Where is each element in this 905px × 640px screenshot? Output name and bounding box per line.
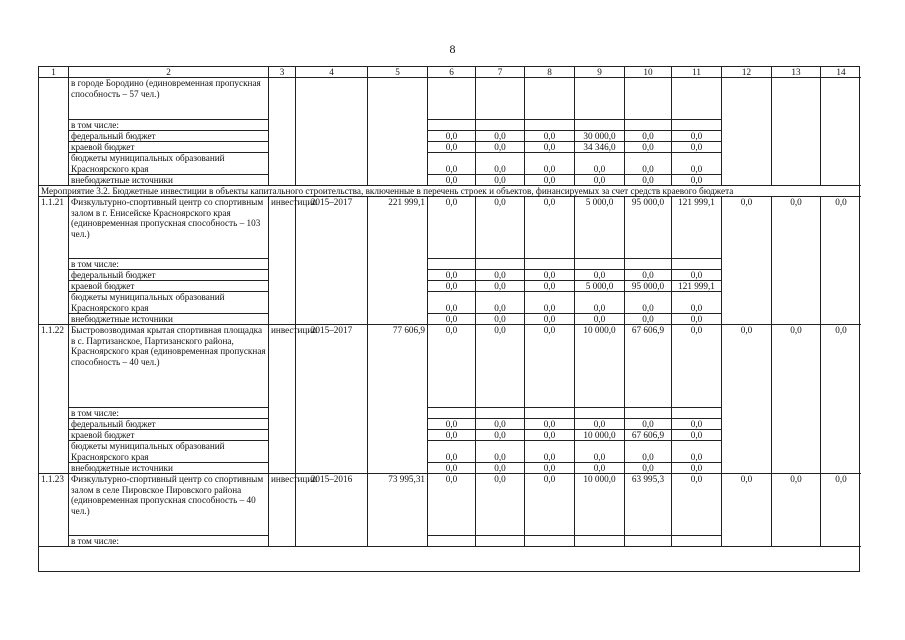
cont-municipal-value: 0,0 bbox=[625, 153, 672, 175]
cont-blank bbox=[428, 78, 476, 120]
cont-federal-value: 0,0 bbox=[672, 131, 722, 142]
item-value: 63 995,3 bbox=[625, 474, 672, 536]
cont-federal-value: 0,0 bbox=[476, 131, 525, 142]
item-extra-label: внебюджетные источники bbox=[69, 314, 269, 325]
item-blank bbox=[672, 408, 722, 419]
item-value: 0,0 bbox=[672, 325, 722, 408]
cont-in-total-label: в том числе: bbox=[69, 120, 269, 131]
item-municipal-value: 0,0 bbox=[672, 292, 722, 314]
cont-municipal-value: 0,0 bbox=[672, 153, 722, 175]
item-extra-value: 0,0 bbox=[575, 314, 625, 325]
cont-regional-value: 34 346,0 bbox=[575, 142, 625, 153]
item-regional-value: 0,0 bbox=[476, 430, 525, 441]
item-extra-value: 0,0 bbox=[525, 314, 575, 325]
item-blank bbox=[525, 536, 575, 547]
header-cell: 14 bbox=[821, 67, 861, 78]
header-cell: 2 bbox=[69, 67, 269, 78]
item-value: 0,0 bbox=[428, 474, 476, 536]
item-blank bbox=[575, 259, 625, 270]
item-blank bbox=[672, 259, 722, 270]
item-blank bbox=[476, 536, 525, 547]
item-in-total-label: в том числе: bbox=[69, 408, 269, 419]
cont-municipal-value: 0,0 bbox=[476, 153, 525, 175]
item-blank bbox=[525, 408, 575, 419]
item-period: 2015–2016 bbox=[296, 474, 368, 547]
item-blank bbox=[428, 408, 476, 419]
header-cell: 1 bbox=[39, 67, 69, 78]
item-federal-value: 0,0 bbox=[672, 419, 722, 430]
item-regional-value: 95 000,0 bbox=[625, 281, 672, 292]
item-value: 0,0 bbox=[821, 325, 861, 474]
item-regional-value: 0,0 bbox=[525, 281, 575, 292]
item-blank bbox=[428, 259, 476, 270]
cont-empty-col bbox=[821, 78, 861, 186]
item-federal-value: 0,0 bbox=[428, 270, 476, 281]
cont-extra-value: 0,0 bbox=[428, 175, 476, 186]
cont-regional-value: 0,0 bbox=[525, 142, 575, 153]
item-extra-value: 0,0 bbox=[476, 314, 525, 325]
item-type: инвестиции bbox=[269, 197, 296, 325]
item-federal-value: 0,0 bbox=[476, 419, 525, 430]
page-number: 8 bbox=[449, 42, 456, 56]
budget-table bbox=[38, 66, 860, 572]
cont-blank bbox=[476, 120, 525, 131]
cont-empty-col bbox=[772, 78, 821, 186]
cont-municipal-value: 0,0 bbox=[575, 153, 625, 175]
cont-extra-value: 0,0 bbox=[672, 175, 722, 186]
item-name: Физкультурно-спортивный центр со спортивным залом в г. Енисейске Красноярского края (единовременная пропускная способность – 103 чел.) bbox=[69, 197, 269, 259]
item-blank bbox=[625, 259, 672, 270]
item-federal-value: 0,0 bbox=[625, 270, 672, 281]
cont-federal-value: 0,0 bbox=[625, 131, 672, 142]
item-municipal-value: 0,0 bbox=[428, 441, 476, 463]
item-type: инвестиции bbox=[269, 325, 296, 474]
item-number: 1.1.22 bbox=[39, 325, 69, 474]
item-federal-value: 0,0 bbox=[575, 270, 625, 281]
item-municipal-label: бюджеты муниципальных образований Красноярского края bbox=[69, 292, 269, 314]
header-cell: 11 bbox=[672, 67, 722, 78]
cont-extra-value: 0,0 bbox=[476, 175, 525, 186]
cont-blank bbox=[672, 120, 722, 131]
item-municipal-value: 0,0 bbox=[625, 292, 672, 314]
item-value: 0,0 bbox=[672, 474, 722, 536]
item-value: 0,0 bbox=[428, 197, 476, 259]
item-extra-value: 0,0 bbox=[672, 463, 722, 474]
item-municipal-value: 0,0 bbox=[525, 441, 575, 463]
item-federal-label: федеральный бюджет bbox=[69, 419, 269, 430]
item-regional-value: 0,0 bbox=[525, 430, 575, 441]
item-municipal-value: 0,0 bbox=[476, 292, 525, 314]
item-regional-value: 67 606,9 bbox=[625, 430, 672, 441]
item-value: 0,0 bbox=[722, 474, 772, 547]
item-federal-value: 0,0 bbox=[625, 419, 672, 430]
cont-federal-value: 0,0 bbox=[525, 131, 575, 142]
cont-federal-label: федеральный бюджет bbox=[69, 131, 269, 142]
item-value: 0,0 bbox=[525, 197, 575, 259]
cont-type-cell bbox=[269, 78, 296, 186]
item-period: 2015–2017 bbox=[296, 197, 368, 325]
cont-blank bbox=[575, 120, 625, 131]
item-value: 95 000,0 bbox=[625, 197, 672, 259]
item-federal-value: 0,0 bbox=[525, 419, 575, 430]
cont-blank bbox=[476, 78, 525, 120]
cont-blank bbox=[625, 120, 672, 131]
cont-regional-value: 0,0 bbox=[476, 142, 525, 153]
item-municipal-value: 0,0 bbox=[476, 441, 525, 463]
header-cell: 6 bbox=[428, 67, 476, 78]
item-regional-value: 0,0 bbox=[476, 281, 525, 292]
item-value: 0,0 bbox=[821, 197, 861, 325]
item-extra-value: 0,0 bbox=[575, 463, 625, 474]
item-name: Физкультурно-спортивный центр со спортивным залом в селе Пировское Пировского района (единовременная пропускная способность – 40 чел.) bbox=[69, 474, 269, 536]
item-blank bbox=[625, 536, 672, 547]
item-extra-value: 0,0 bbox=[428, 314, 476, 325]
item-total: 73 995,31 bbox=[368, 474, 428, 547]
item-extra-value: 0,0 bbox=[625, 463, 672, 474]
item-value: 0,0 bbox=[772, 325, 821, 474]
item-blank bbox=[525, 259, 575, 270]
header-cell: 4 bbox=[296, 67, 368, 78]
item-municipal-value: 0,0 bbox=[672, 441, 722, 463]
item-regional-label: краевой бюджет bbox=[69, 430, 269, 441]
item-number: 1.1.23 bbox=[39, 474, 69, 547]
header-cell: 8 bbox=[525, 67, 575, 78]
item-municipal-value: 0,0 bbox=[428, 292, 476, 314]
item-federal-value: 0,0 bbox=[672, 270, 722, 281]
item-value: 0,0 bbox=[525, 325, 575, 408]
item-regional-label: краевой бюджет bbox=[69, 281, 269, 292]
cont-federal-value: 30 000,0 bbox=[575, 131, 625, 142]
item-blank bbox=[672, 536, 722, 547]
cont-municipal-value: 0,0 bbox=[428, 153, 476, 175]
item-in-total-label: в том числе: bbox=[69, 259, 269, 270]
cont-blank bbox=[428, 120, 476, 131]
item-value: 10 000,0 bbox=[575, 474, 625, 536]
cont-blank bbox=[575, 78, 625, 120]
item-regional-value: 5 000,0 bbox=[575, 281, 625, 292]
item-blank bbox=[625, 408, 672, 419]
cont-extra-value: 0,0 bbox=[525, 175, 575, 186]
item-type: инвестиции bbox=[269, 474, 296, 547]
item-value: 0,0 bbox=[476, 197, 525, 259]
item-federal-value: 0,0 bbox=[575, 419, 625, 430]
item-value: 67 606,9 bbox=[625, 325, 672, 408]
cont-blank bbox=[625, 78, 672, 120]
cont-municipal-label: бюджеты муниципальных образований Красноярского края bbox=[69, 153, 269, 175]
item-extra-value: 0,0 bbox=[428, 463, 476, 474]
item-municipal-value: 0,0 bbox=[575, 292, 625, 314]
header-cell: 12 bbox=[722, 67, 772, 78]
item-value: 0,0 bbox=[821, 474, 861, 547]
item-regional-value: 10 000,0 bbox=[575, 430, 625, 441]
cont-regional-value: 0,0 bbox=[625, 142, 672, 153]
item-blank bbox=[476, 408, 525, 419]
item-period: 2015–2017 bbox=[296, 325, 368, 474]
cont-blank bbox=[672, 78, 722, 120]
item-value: 0,0 bbox=[722, 325, 772, 474]
item-extra-value: 0,0 bbox=[625, 314, 672, 325]
cont-federal-value: 0,0 bbox=[428, 131, 476, 142]
item-federal-value: 0,0 bbox=[428, 419, 476, 430]
cont-regional-label: краевой бюджет bbox=[69, 142, 269, 153]
section-title: Мероприятие 3.2. Бюджетные инвестиции в объекты капитального строительства, включенные в перечень строек и объектов, финансируемых за счет средств краевого бюджета bbox=[39, 186, 861, 197]
item-value: 121 999,1 bbox=[672, 197, 722, 259]
item-municipal-value: 0,0 bbox=[625, 441, 672, 463]
item-value: 0,0 bbox=[476, 325, 525, 408]
item-value: 0,0 bbox=[772, 474, 821, 547]
item-blank bbox=[575, 408, 625, 419]
item-blank bbox=[476, 259, 525, 270]
item-value: 0,0 bbox=[772, 197, 821, 325]
item-total: 77 606,9 bbox=[368, 325, 428, 474]
item-extra-value: 0,0 bbox=[525, 463, 575, 474]
cont-extra-value: 0,0 bbox=[625, 175, 672, 186]
item-value: 0,0 bbox=[722, 197, 772, 325]
item-extra-value: 0,0 bbox=[672, 314, 722, 325]
header-cell: 3 bbox=[269, 67, 296, 78]
item-value: 0,0 bbox=[476, 474, 525, 536]
item-blank bbox=[428, 536, 476, 547]
cont-regional-value: 0,0 bbox=[672, 142, 722, 153]
item-extra-value: 0,0 bbox=[476, 463, 525, 474]
cont-regional-value: 0,0 bbox=[428, 142, 476, 153]
header-cell: 5 bbox=[368, 67, 428, 78]
header-cell: 13 bbox=[772, 67, 821, 78]
cont-num-cell bbox=[39, 78, 69, 186]
item-value: 0,0 bbox=[428, 325, 476, 408]
item-federal-label: федеральный бюджет bbox=[69, 270, 269, 281]
header-cell: 10 bbox=[625, 67, 672, 78]
header-cell: 7 bbox=[476, 67, 525, 78]
item-in-total-label: в том числе: bbox=[69, 536, 269, 547]
item-name: Быстровозводимая крытая спортивная площадка в с. Партизанское, Партизанского района, Красноярского края (единовременная пропускная способность – 40 чел.) bbox=[69, 325, 269, 408]
header-cell: 9 bbox=[575, 67, 625, 78]
item-regional-value: 0,0 bbox=[672, 430, 722, 441]
item-number: 1.1.21 bbox=[39, 197, 69, 325]
item-federal-value: 0,0 bbox=[525, 270, 575, 281]
item-value: 0,0 bbox=[525, 474, 575, 536]
item-federal-value: 0,0 bbox=[476, 270, 525, 281]
item-regional-value: 121 999,1 bbox=[672, 281, 722, 292]
item-municipal-label: бюджеты муниципальных образований Красноярского края bbox=[69, 441, 269, 463]
item-municipal-value: 0,0 bbox=[575, 441, 625, 463]
cont-empty-col bbox=[722, 78, 772, 186]
cont-name: в городе Бородино (единовременная пропускная способность – 57 чел.) bbox=[69, 78, 269, 120]
item-blank bbox=[575, 536, 625, 547]
cont-blank bbox=[525, 78, 575, 120]
item-regional-value: 0,0 bbox=[428, 281, 476, 292]
cont-municipal-value: 0,0 bbox=[525, 153, 575, 175]
item-total: 221 999,1 bbox=[368, 197, 428, 325]
item-regional-value: 0,0 bbox=[428, 430, 476, 441]
item-value: 10 000,0 bbox=[575, 325, 625, 408]
cont-blank bbox=[525, 120, 575, 131]
cont-total-cell bbox=[368, 78, 428, 186]
item-municipal-value: 0,0 bbox=[525, 292, 575, 314]
cont-period-cell bbox=[296, 78, 368, 186]
cont-extra-label: внебюджетные источники bbox=[69, 175, 269, 186]
item-value: 5 000,0 bbox=[575, 197, 625, 259]
cont-extra-value: 0,0 bbox=[575, 175, 625, 186]
item-extra-label: внебюджетные источники bbox=[69, 463, 269, 474]
